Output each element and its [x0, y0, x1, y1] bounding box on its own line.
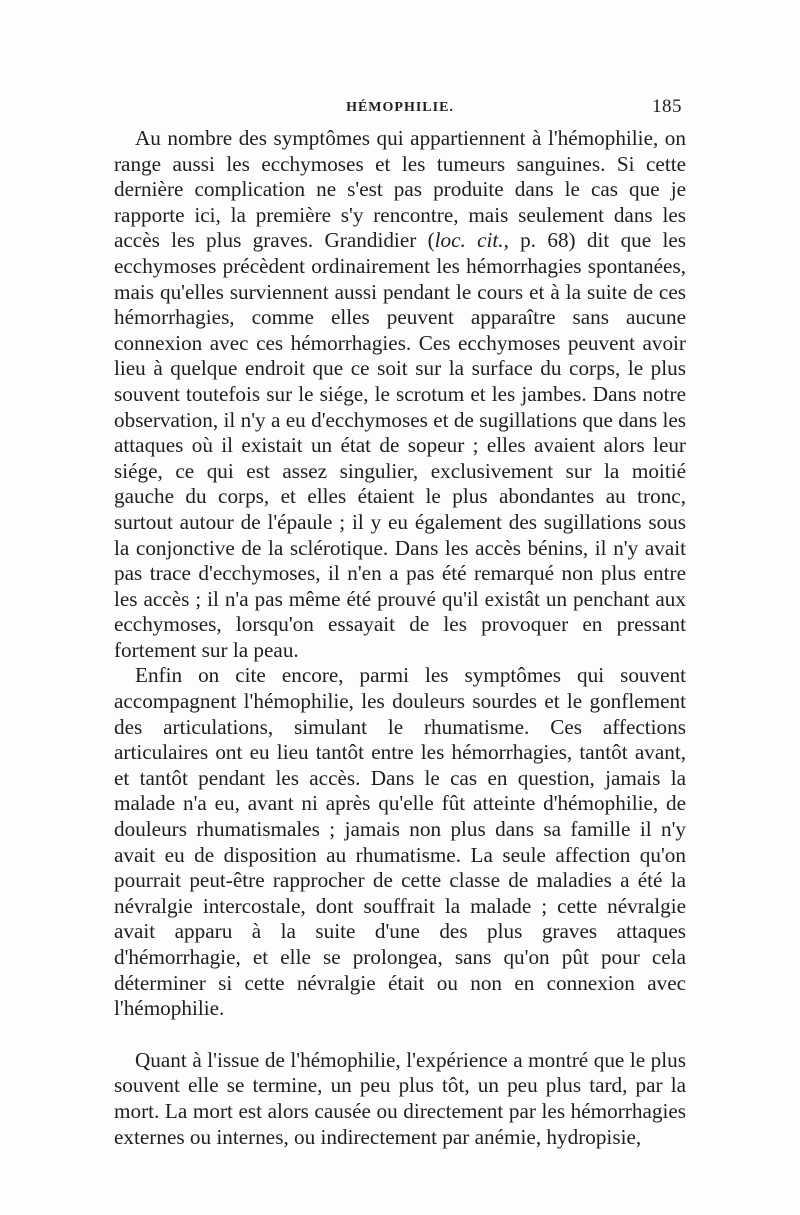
body-text	[114, 126, 686, 1150]
paragraph-rhumatisme	[114, 663, 686, 1021]
paragraph-ecchymoses	[114, 126, 686, 663]
page-header	[116, 96, 684, 126]
text-run: Quant à l'issue de l'hémophilie, l'expérience a montré que le plus souvent elle se termine, un peu plus tôt, un peu plus tard, par la mort. La mort est alors causée ou directement par les hémorrhagies externes ou internes, ou indirectement par anémie, hydropisie,	[114, 1047, 686, 1149]
page-number: 185	[652, 96, 682, 117]
text-run: , p. 68) dit que les ecchymoses précèdent ordinairement les hémorrhagies spontanées, mais qu'elles surviennent aussi pendant le cours et à la suite de ces hémorrhagies, comme elles peuvent apparaître sans aucune connexion avec ces hémorrhagies. Ces ecchymoses peuvent avoir lieu à quelque endroit que ce soit sur la surface du corps, le plus souvent toutefois sur le siége, le scrotum et les jambes. Dans notre observation, il n'y a eu d'ecchymoses et de sugillations que dans les attaques où il existait un état de sopeur ; elles avaient alors leur siége, ce qui est assez singulier, exclusivement sur la moitié gauche du corps, et elles étaient le plus abondantes au tronc, surtout autour de l'épaule ; il y eu également des sugillations sous la conjonctive de la sclérotique. Dans les accès bénins, il n'y avait pas trace d'ecchymoses, il n'en a pas été remarqué non plus entre les accès ; il n'a pas même été prouvé qu'il existât un penchant aux ecchymoses, lorsqu'on essayait de les provoquer en pressant fortement sur la peau.	[114, 228, 686, 662]
running-head: HÉMOPHILIE.	[346, 100, 454, 115]
text-run: Enfin on cite encore, parmi les symptômes qui souvent accompagnent l'hémophilie, les douleurs sourdes et le gonflement des articulations, simulant le rhumatisme. Ces affections articulaires ont eu lieu tantôt entre les hémorrhagies, tantôt avant, et tantôt pendant les accès. Dans le cas en question, jamais la malade n'a eu, avant ni après qu'elle fût atteinte d'hémophilie, de douleurs rhumatismales ; jamais non plus dans sa famille il n'y avait eu de disposition au rhumatisme. La seule affection qu'on pourrait peut-être rapprocher de cette classe de maladies a été la névralgie intercostale, dont souffrait la malade ; cette névralgie avait apparu à la suite d'une des plus graves attaques d'hémorrhagie, et elle se prolongea, sans qu'on pût pour cela déterminer si cette névralgie était ou non en connexion avec l'hémophilie.	[114, 663, 686, 1021]
citation-italic: loc. cit.	[434, 228, 504, 253]
text-run: Au nombre des symptômes qui appartiennent à l'hémophilie, on range aussi les ecchymoses et les tumeurs sanguines. Si cette dernière complication ne s'est pas produite dans le cas que je rapporte ici, la première s'y rencontre, mais seulement dans les accès les plus graves. Grandidier (	[114, 126, 686, 253]
paragraph-issue	[114, 1048, 686, 1150]
